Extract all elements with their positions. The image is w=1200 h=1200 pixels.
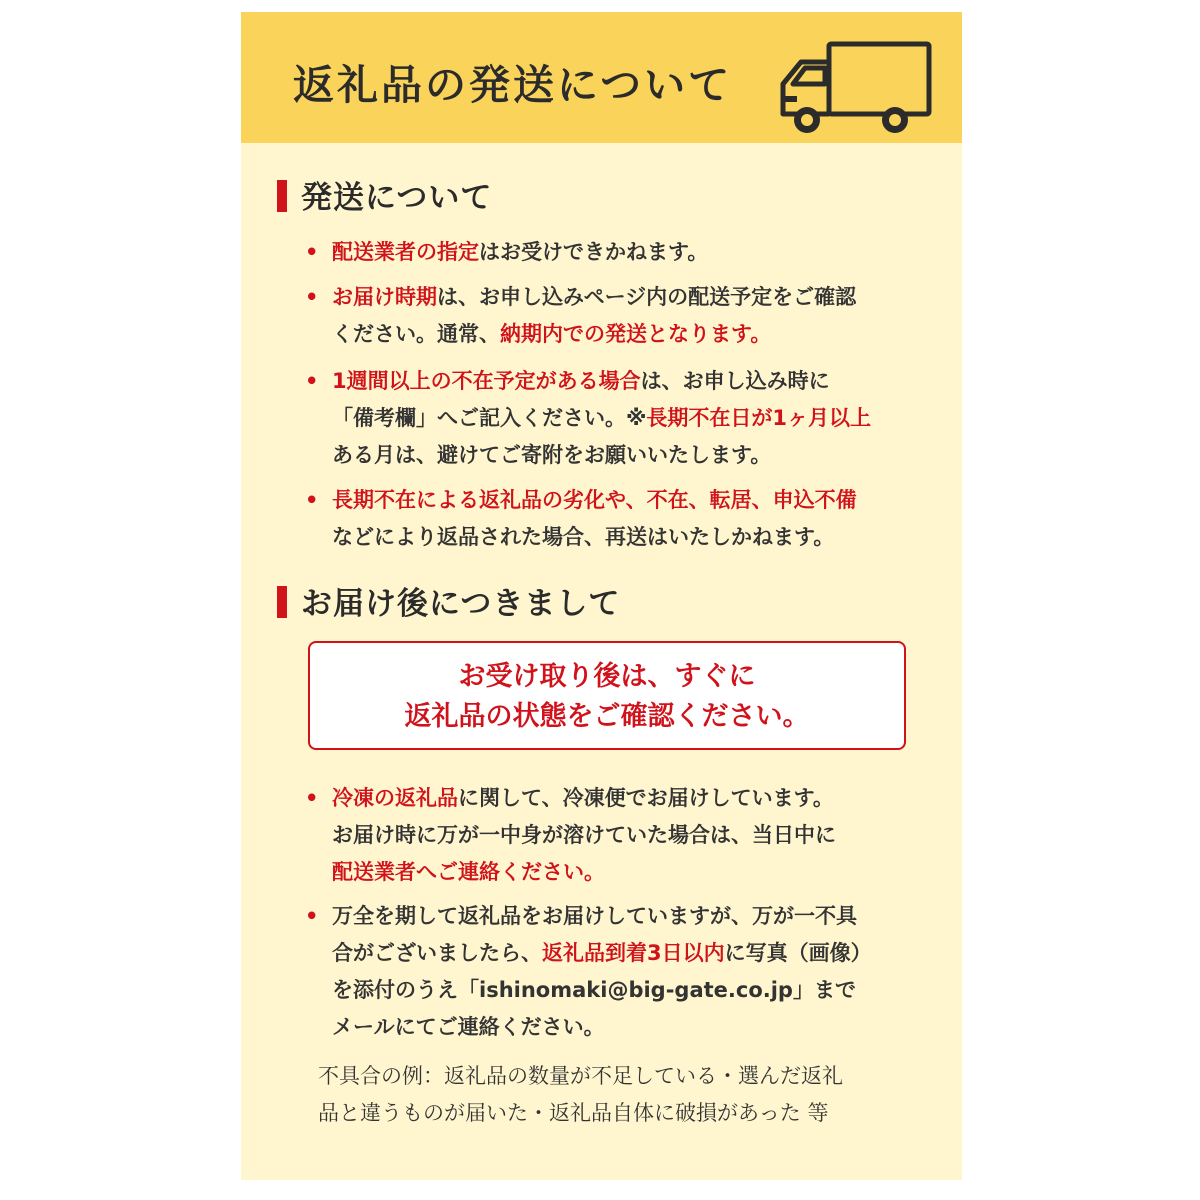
body-text: メールにてご連絡ください。 [332, 1015, 605, 1039]
bullet-item [305, 482, 925, 556]
bullet-line [305, 437, 925, 474]
bullet-line [305, 482, 925, 519]
body-text: 合がございましたら、 [332, 941, 542, 965]
body-text: 万全を期して返礼品をお届けしていますが、万が一不具 [332, 904, 857, 928]
example-line: 不具合の例：返礼品の数量が不足している・選んだ返礼 [318, 1064, 843, 1088]
bullet-dot: • [305, 904, 319, 928]
header-banner [241, 12, 962, 143]
body-text: などにより返品された場合、再送はいたしかねます。 [332, 525, 835, 549]
bullet-line [305, 234, 925, 271]
highlight-text: 長期不在による返礼品の劣化や、不在、転居、申込不備 [332, 488, 857, 512]
highlight-text: 配送業者の指定 [332, 240, 479, 264]
body-text: は、お申し込みページ内の配送予定をご確認 [437, 285, 857, 309]
body-text: は、お申し込み時に [640, 369, 830, 393]
highlight-text: 配送業者へご連絡ください。 [332, 860, 605, 884]
body-text: 「備考欄」へご記入ください。※ [332, 406, 647, 430]
highlight-text: 返礼品到着3日以内 [542, 941, 725, 965]
notice-line: 返礼品の状態をご確認ください。 [404, 701, 810, 732]
body-text: はお受けできかねます。 [479, 240, 709, 264]
bullet-line [305, 519, 925, 556]
highlight-text: 長期不在日が1ヶ月以上 [646, 406, 872, 430]
shipping-info-card [241, 12, 962, 1180]
bullet-line [305, 1009, 925, 1046]
bullet-item [305, 363, 925, 474]
bullet-line [305, 279, 925, 316]
section-heading-shipping: 発送について [277, 172, 492, 217]
body-text: に関して、冷凍便でお届けしています。 [458, 786, 834, 810]
bullet-line [305, 316, 925, 353]
highlight-text: お届け時期 [332, 285, 437, 309]
body-text: ください。通常、 [332, 322, 500, 346]
heading-marker [277, 586, 287, 618]
bullet-dot: • [305, 488, 319, 512]
bullet-line [305, 854, 925, 891]
heading-marker [277, 180, 287, 212]
bullet-line [305, 400, 925, 437]
section-heading-after-delivery: お届け後につきまして [277, 578, 620, 623]
bullet-line [305, 935, 925, 972]
page-title: 返礼品の発送について [293, 61, 733, 109]
highlight-text: 冷凍の返礼品 [332, 786, 458, 810]
body-text: に写真（画像） [724, 941, 872, 965]
bullet-item [305, 898, 925, 1046]
bullet-item [305, 780, 925, 891]
truck-icon [773, 38, 935, 138]
highlight-text: 納期内での発送となります。 [500, 322, 772, 346]
bullet-dot: • [305, 285, 319, 309]
body-text: お届け時に万が一中身が溶けていた場合は、当日中に [332, 823, 836, 847]
bullet-line [305, 972, 925, 1009]
defect-example [318, 1058, 918, 1132]
bullet-dot: • [305, 369, 319, 393]
body-text: ある月は、避けてご寄附をお願いいたします。 [332, 443, 772, 467]
example-line: 品と違うものが届いた・返礼品自体に破損があった 等 [318, 1101, 829, 1125]
notice-line: お受け取り後は、すぐに [458, 661, 756, 692]
bullet-item [305, 234, 925, 271]
notice-box [308, 641, 906, 750]
bullet-dot: • [305, 240, 319, 264]
bullet-line [305, 780, 925, 817]
body-text: を添付のうえ「ishinomaki@big-gate.co.jp」まで [332, 978, 856, 1002]
bullet-line [305, 898, 925, 935]
bullet-line [305, 363, 925, 400]
bullet-item [305, 279, 925, 353]
bullet-line [305, 817, 925, 854]
highlight-text: 1週間以上の不在予定がある場合 [332, 369, 641, 393]
bullet-dot: • [305, 786, 319, 810]
